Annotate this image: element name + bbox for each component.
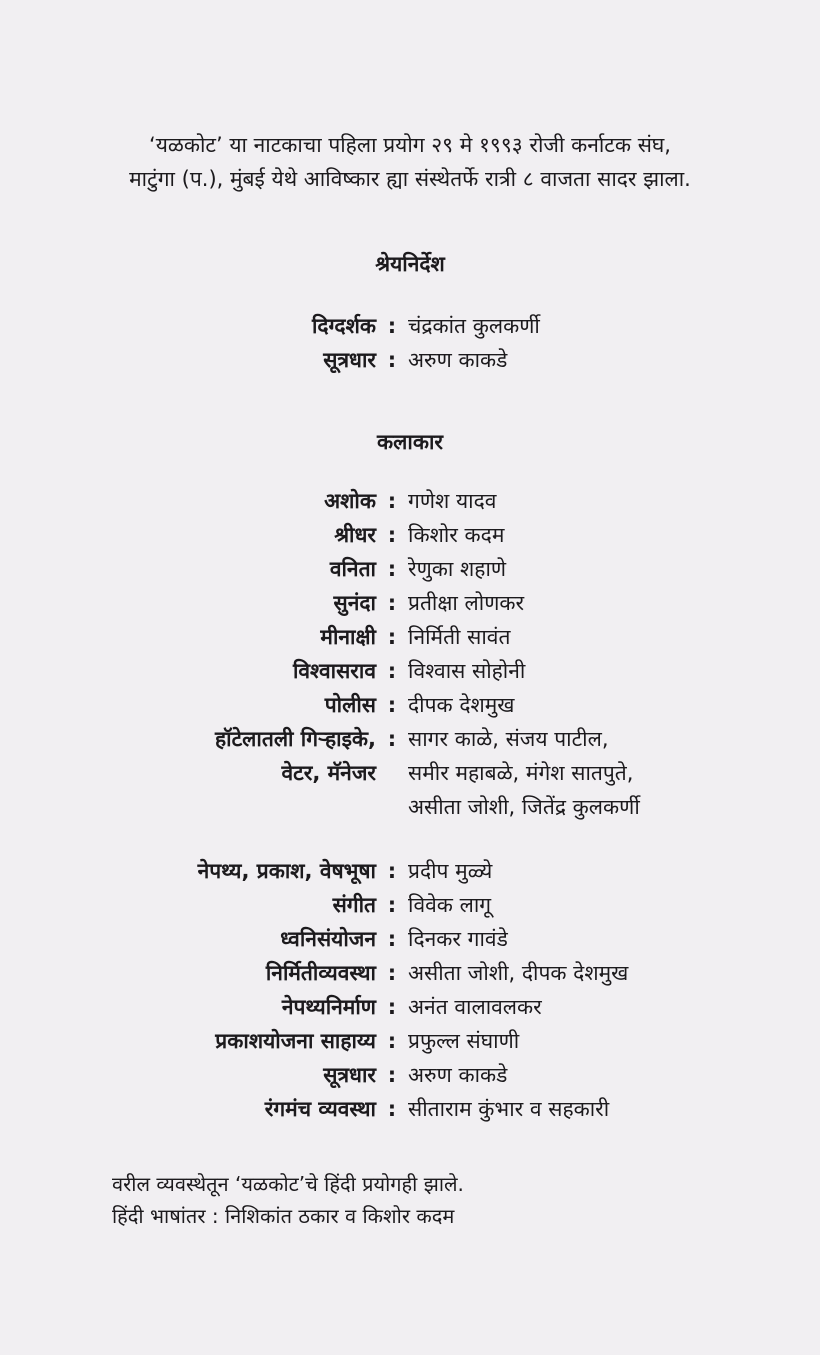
crew-name: सीताराम कुंभार व सहकारी	[408, 1097, 610, 1121]
crew-row	[0, 922, 820, 956]
crew-colon: :	[387, 1097, 397, 1121]
credit-row	[0, 309, 820, 343]
ensemble-row-2	[0, 756, 820, 790]
ensemble-row-3	[0, 790, 820, 824]
cast-name: विश्वास सोहोनी	[408, 659, 526, 683]
credit-colon: :	[387, 314, 397, 338]
ensemble-role-line-1: हॉटेलातली गिऱ्हाइके,	[215, 727, 376, 751]
crew-colon: :	[387, 995, 397, 1019]
credit-role: सूत्रधार	[323, 348, 376, 372]
credits-heading: श्रेयनिर्देश	[375, 252, 445, 276]
crew-name: प्रफुल्ल संघाणी	[408, 1029, 520, 1053]
cast-row	[0, 518, 820, 552]
cast-role: अशोक	[324, 489, 376, 513]
cast-name: दीपक देशमुख	[408, 693, 515, 717]
crew-colon: :	[387, 859, 397, 883]
cast-heading: कलाकार	[377, 430, 443, 454]
cast-name: रेणुका शहाणे	[408, 557, 507, 581]
cast-row	[0, 484, 820, 518]
cast-row	[0, 654, 820, 688]
crew-name: विवेक लागू	[408, 893, 492, 917]
cast-name: गणेश यादव	[408, 489, 497, 513]
ensemble-name-line-3: असीता जोशी, जितेंद्र कुलकर्णी	[408, 795, 640, 819]
cast-name: किशोर कदम	[408, 523, 505, 547]
crew-role: नेपथ्य, प्रकाश, वेषभूषा	[197, 859, 376, 883]
crew-row	[0, 1092, 820, 1126]
footer-note	[112, 1168, 772, 1232]
crew-row	[0, 990, 820, 1024]
credit-row	[0, 343, 820, 377]
crew-row	[0, 1058, 820, 1092]
credit-name: चंद्रकांत कुलकर्णी	[408, 314, 540, 338]
crew-role: प्रकाशयोजना साहाय्य	[215, 1029, 376, 1053]
cast-colon: :	[387, 693, 397, 717]
direction-credits	[0, 309, 820, 377]
crew-name: अनंत वालावलकर	[408, 995, 542, 1019]
cast-name: निर्मिती सावंत	[408, 625, 511, 649]
footer-line-1: वरील व्यवस्थेतून ‘यळकोट’चे हिंदी प्रयोगही झाले.	[112, 1172, 464, 1196]
cast-row	[0, 586, 820, 620]
credit-colon: :	[387, 348, 397, 372]
ensemble-name-line-2: समीर महाबळे, मंगेश सातपुते,	[408, 761, 634, 785]
cast-role: श्रीधर	[334, 523, 376, 547]
crew-row	[0, 1024, 820, 1058]
cast-role: मीनाक्षी	[320, 625, 376, 649]
intro-line-2: माटुंगा (प.), मुंबई येथे आविष्कार ह्या संस्थेतर्फे रात्री ८ वाजता सादर झाला.	[129, 167, 691, 191]
crew-name: प्रदीप मुळ्ये	[408, 859, 493, 883]
crew-role: रंगमंच व्यवस्था	[264, 1097, 376, 1121]
cast-role: पोलीस	[324, 693, 376, 717]
ensemble-role-line-2: वेटर, मॅनेजर	[281, 761, 376, 785]
intro-line-1: ‘यळकोट’ या नाटकाचा पहिला प्रयोग २९ मे १९९३ रोजी कर्नाटक संघ,	[149, 133, 671, 157]
footer-line-2: हिंदी भाषांतर : निशिकांत ठकार व किशोर कदम	[112, 1204, 455, 1228]
ensemble-name-line-1: सागर काळे, संजय पाटील,	[408, 727, 609, 751]
cast-row	[0, 688, 820, 722]
crew-name: दिनकर गावंडे	[408, 927, 508, 951]
ensemble-row-1	[0, 722, 820, 756]
cast-name: प्रतीक्षा लोणकर	[408, 591, 525, 615]
intro-paragraph	[80, 128, 740, 196]
crew-colon: :	[387, 961, 397, 985]
crew-role: सूत्रधार	[323, 1063, 376, 1087]
crew-list	[0, 854, 820, 1126]
credit-name: अरुण काकडे	[408, 348, 508, 372]
cast-role: सुनंदा	[333, 591, 376, 615]
crew-role: ध्वनिसंयोजन	[280, 927, 376, 951]
cast-list	[0, 484, 820, 824]
crew-role: निर्मितीव्यवस्था	[265, 961, 376, 985]
cast-colon: :	[387, 591, 397, 615]
cast-colon: :	[387, 489, 397, 513]
crew-colon: :	[387, 1063, 397, 1087]
cast-colon: :	[387, 727, 397, 751]
crew-role: संगीत	[332, 893, 376, 917]
crew-role: नेपथ्यनिर्माण	[281, 995, 376, 1019]
crew-colon: :	[387, 893, 397, 917]
cast-row	[0, 620, 820, 654]
cast-colon: :	[387, 523, 397, 547]
crew-name: अरुण काकडे	[408, 1063, 508, 1087]
cast-row	[0, 552, 820, 586]
cast-role: वनिता	[329, 557, 376, 581]
cast-colon: :	[387, 659, 397, 683]
credit-role: दिग्दर्शक	[311, 314, 376, 338]
crew-row	[0, 956, 820, 990]
crew-colon: :	[387, 1029, 397, 1053]
cast-colon: :	[387, 557, 397, 581]
cast-colon: :	[387, 625, 397, 649]
crew-name: असीता जोशी, दीपक देशमुख	[408, 961, 629, 985]
cast-role: विश्वासराव	[292, 659, 376, 683]
crew-colon: :	[387, 927, 397, 951]
crew-row	[0, 854, 820, 888]
crew-row	[0, 888, 820, 922]
